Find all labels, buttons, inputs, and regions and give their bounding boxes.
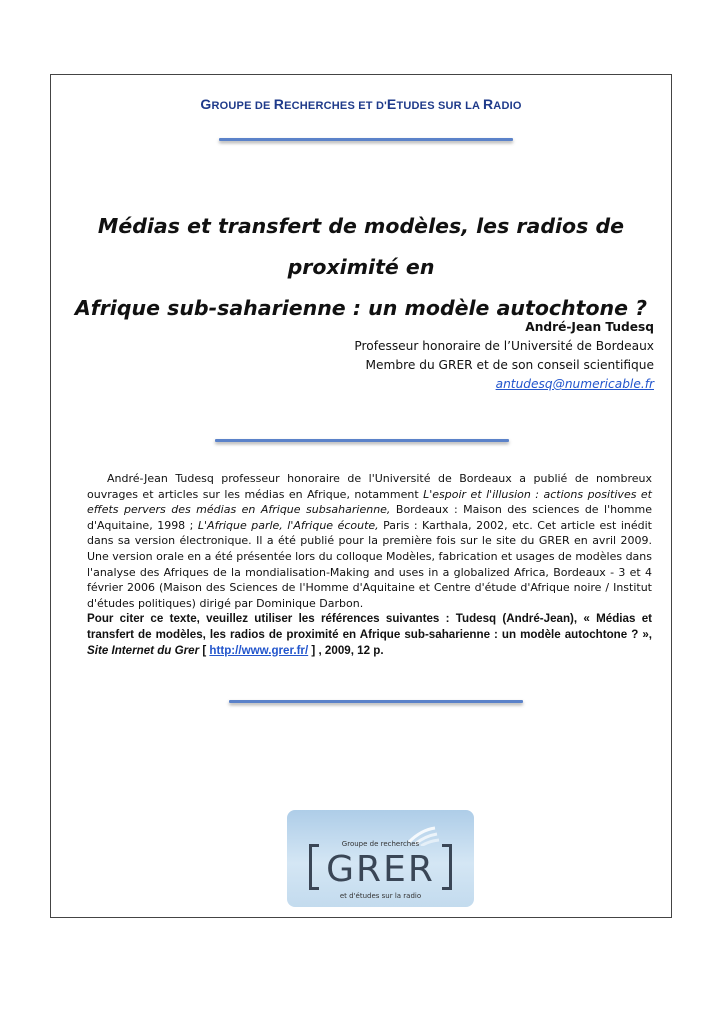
divider-rule-middle bbox=[215, 439, 509, 442]
citation-text: [ bbox=[199, 643, 210, 657]
title-line-1: Médias et transfert de modèles, les radios de proximité en bbox=[97, 214, 625, 279]
logo-bracket-right bbox=[442, 844, 452, 890]
logo-bottom-text: et d'études sur la radio bbox=[339, 892, 422, 900]
author-email-link[interactable]: antudesq@numericable.fr bbox=[495, 377, 654, 391]
citation-site: Site Internet du Grer bbox=[87, 643, 200, 657]
header-word: ECHERCHES ET D' bbox=[284, 100, 387, 112]
article-abstract bbox=[87, 471, 652, 658]
book-title: L'espoir et l'illusion : actions positives et effets pervers des médias en Afrique subsaharienne, bbox=[87, 487, 652, 517]
header-initial: E bbox=[386, 96, 397, 112]
author-name: André-Jean Tudesq bbox=[525, 320, 654, 334]
header-initial: G bbox=[200, 96, 212, 112]
divider-rule-bottom bbox=[229, 700, 523, 703]
divider-rule-top bbox=[219, 138, 513, 141]
author-role: Professeur honoraire de l’Université de Bordeaux bbox=[354, 339, 654, 353]
grer-logo bbox=[287, 810, 474, 907]
book-title: L'Afrique parle, l'Afrique écoute, bbox=[197, 518, 379, 532]
header-word: ADIO bbox=[493, 100, 522, 112]
citation-text: ] , 2009, 12 p. bbox=[308, 643, 384, 657]
author-affiliation: Membre du GRER et de son conseil scientifique bbox=[365, 358, 654, 372]
citation-link[interactable]: http://www.grer.fr/ bbox=[209, 643, 309, 657]
logo-wordmark: GRER bbox=[326, 849, 435, 890]
title-line-2: Afrique sub-saharienne : un modèle autochtone ? bbox=[74, 296, 648, 320]
header-initial: R bbox=[482, 96, 494, 112]
logo-top-text: Groupe de recherches bbox=[341, 840, 420, 848]
article-title bbox=[60, 206, 662, 329]
citation-paragraph bbox=[87, 611, 652, 658]
header-word: TUDES SUR LA bbox=[396, 100, 483, 112]
abstract-text: André-Jean Tudesq professeur honoraire de l'Université de Bordeaux a publié de nombreux ouvrages et articles sur les médias en Afrique, notamment bbox=[87, 472, 652, 501]
abstract-paragraph bbox=[87, 471, 652, 611]
abstract-text: Bordeaux : Maison des sciences de l'homme d'Aquitaine, 1998 ; bbox=[87, 503, 653, 532]
organization-header bbox=[50, 96, 672, 112]
citation-text: Pour citer ce texte, veuillez utiliser les références suivantes : Tudesq (André-Jean), « Médias et transfert de modèles, les radios de proximité en Afrique sub-saharienne : un modèle autochtone ? », bbox=[87, 612, 652, 641]
abstract-text: Paris : Karthala, 2002, etc. Cet article est inédit dans sa version électronique. Il a été publié pour la première fois sur le site du GRER en avril 2009. Une version orale en a été présentée lors du colloque Modèles, fabrication et usages de modèles dans l'analyse des Afriques de la mondialisation-Making and uses in a globalized Africa, Bordeaux - 3 et 4 février 2006 (Maison des Sciences de l'Homme d'Aquitaine et Centre d'étude d'Afrique noire / Institut d'études politiques) dirigé par Dominique Darbon. bbox=[87, 518, 652, 610]
header-initial: R bbox=[273, 96, 285, 112]
header-word: ROUPE DE bbox=[211, 100, 274, 112]
author-block bbox=[354, 318, 654, 394]
